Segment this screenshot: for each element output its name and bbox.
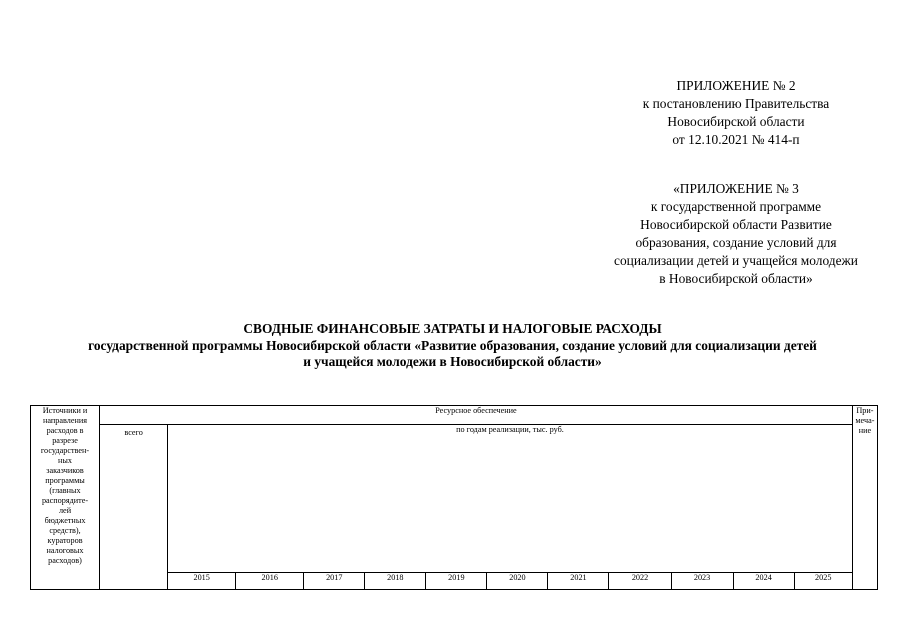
sources-header-line: распорядите- bbox=[41, 496, 89, 505]
sources-header-cell bbox=[31, 406, 100, 590]
total-header: всего bbox=[100, 425, 168, 590]
year-header: 2015 bbox=[168, 572, 236, 589]
sources-header-line: расходов) bbox=[48, 556, 82, 565]
sources-header-line: программы bbox=[45, 476, 85, 485]
sources-header-line: бюджетных bbox=[44, 516, 86, 525]
document-subtitle-line-2: и учащейся молодежи в Новосибирской области» bbox=[303, 354, 602, 369]
appendix-2-line: Новосибирской области bbox=[667, 114, 805, 129]
note-header-line: ние bbox=[858, 426, 872, 435]
note-header-line: меча- bbox=[855, 416, 875, 425]
document-title: СВОДНЫЕ ФИНАНСОВЫЕ ЗАТРАТЫ И НАЛОГОВЫЕ РАСХОДЫ bbox=[243, 321, 662, 336]
sources-header-line: лей bbox=[58, 506, 72, 515]
appendix-2-line: к постановлению Правительства bbox=[642, 96, 830, 111]
year-header: 2024 bbox=[733, 572, 794, 589]
document-subtitle-line-1: государственной программы Новосибирской области «Развитие образования, создание условий для социализации детей bbox=[88, 338, 817, 353]
year-header: 2025 bbox=[794, 572, 852, 589]
appendix-3-line: социализации детей и учащейся молодежи bbox=[614, 253, 858, 268]
sources-header-line: (главных bbox=[49, 486, 81, 495]
appendix-3-line: «ПРИЛОЖЕНИЕ № 3 bbox=[673, 181, 799, 196]
sources-header-line: кураторов bbox=[47, 536, 83, 545]
sources-header-line: разрезе bbox=[52, 436, 78, 445]
appendix-3-header bbox=[580, 180, 892, 288]
appendix-3-line: Новосибирской области Развитие bbox=[640, 217, 832, 232]
appendix-3-line: к государственной программе bbox=[650, 199, 822, 214]
year-header: 2017 bbox=[304, 572, 365, 589]
sources-header-line: средств), bbox=[49, 526, 81, 535]
appendix-3-line: образования, создание условий для bbox=[635, 235, 837, 250]
year-header: 2016 bbox=[236, 572, 304, 589]
sources-header-line: государствен- bbox=[40, 446, 90, 455]
sources-header-line: налоговых bbox=[46, 546, 84, 555]
financial-costs-table bbox=[30, 405, 878, 590]
note-header-cell bbox=[852, 406, 877, 590]
resource-provision-header: Ресурсное обеспечение bbox=[100, 406, 853, 425]
year-header: 2022 bbox=[609, 572, 671, 589]
sources-header-line: заказчиков bbox=[46, 466, 84, 475]
appendix-2-line: ПРИЛОЖЕНИЕ № 2 bbox=[676, 78, 796, 93]
year-header: 2018 bbox=[365, 572, 426, 589]
sources-header-line: ных bbox=[58, 456, 73, 465]
note-header-line: При- bbox=[856, 406, 874, 415]
sources-header-line: направления bbox=[43, 416, 88, 425]
appendix-2-header bbox=[600, 77, 872, 149]
appendix-3-line: в Новосибирской области» bbox=[659, 271, 813, 286]
sources-header-line: Источники и bbox=[42, 406, 88, 415]
year-header: 2020 bbox=[487, 572, 548, 589]
sources-header-line: расходов в bbox=[46, 426, 84, 435]
by-years-header: по годам реализации, тыс. руб. bbox=[168, 425, 853, 572]
year-header: 2021 bbox=[548, 572, 609, 589]
year-header: 2023 bbox=[671, 572, 733, 589]
year-header: 2019 bbox=[426, 572, 487, 589]
appendix-2-line: от 12.10.2021 № 414-п bbox=[672, 132, 800, 147]
